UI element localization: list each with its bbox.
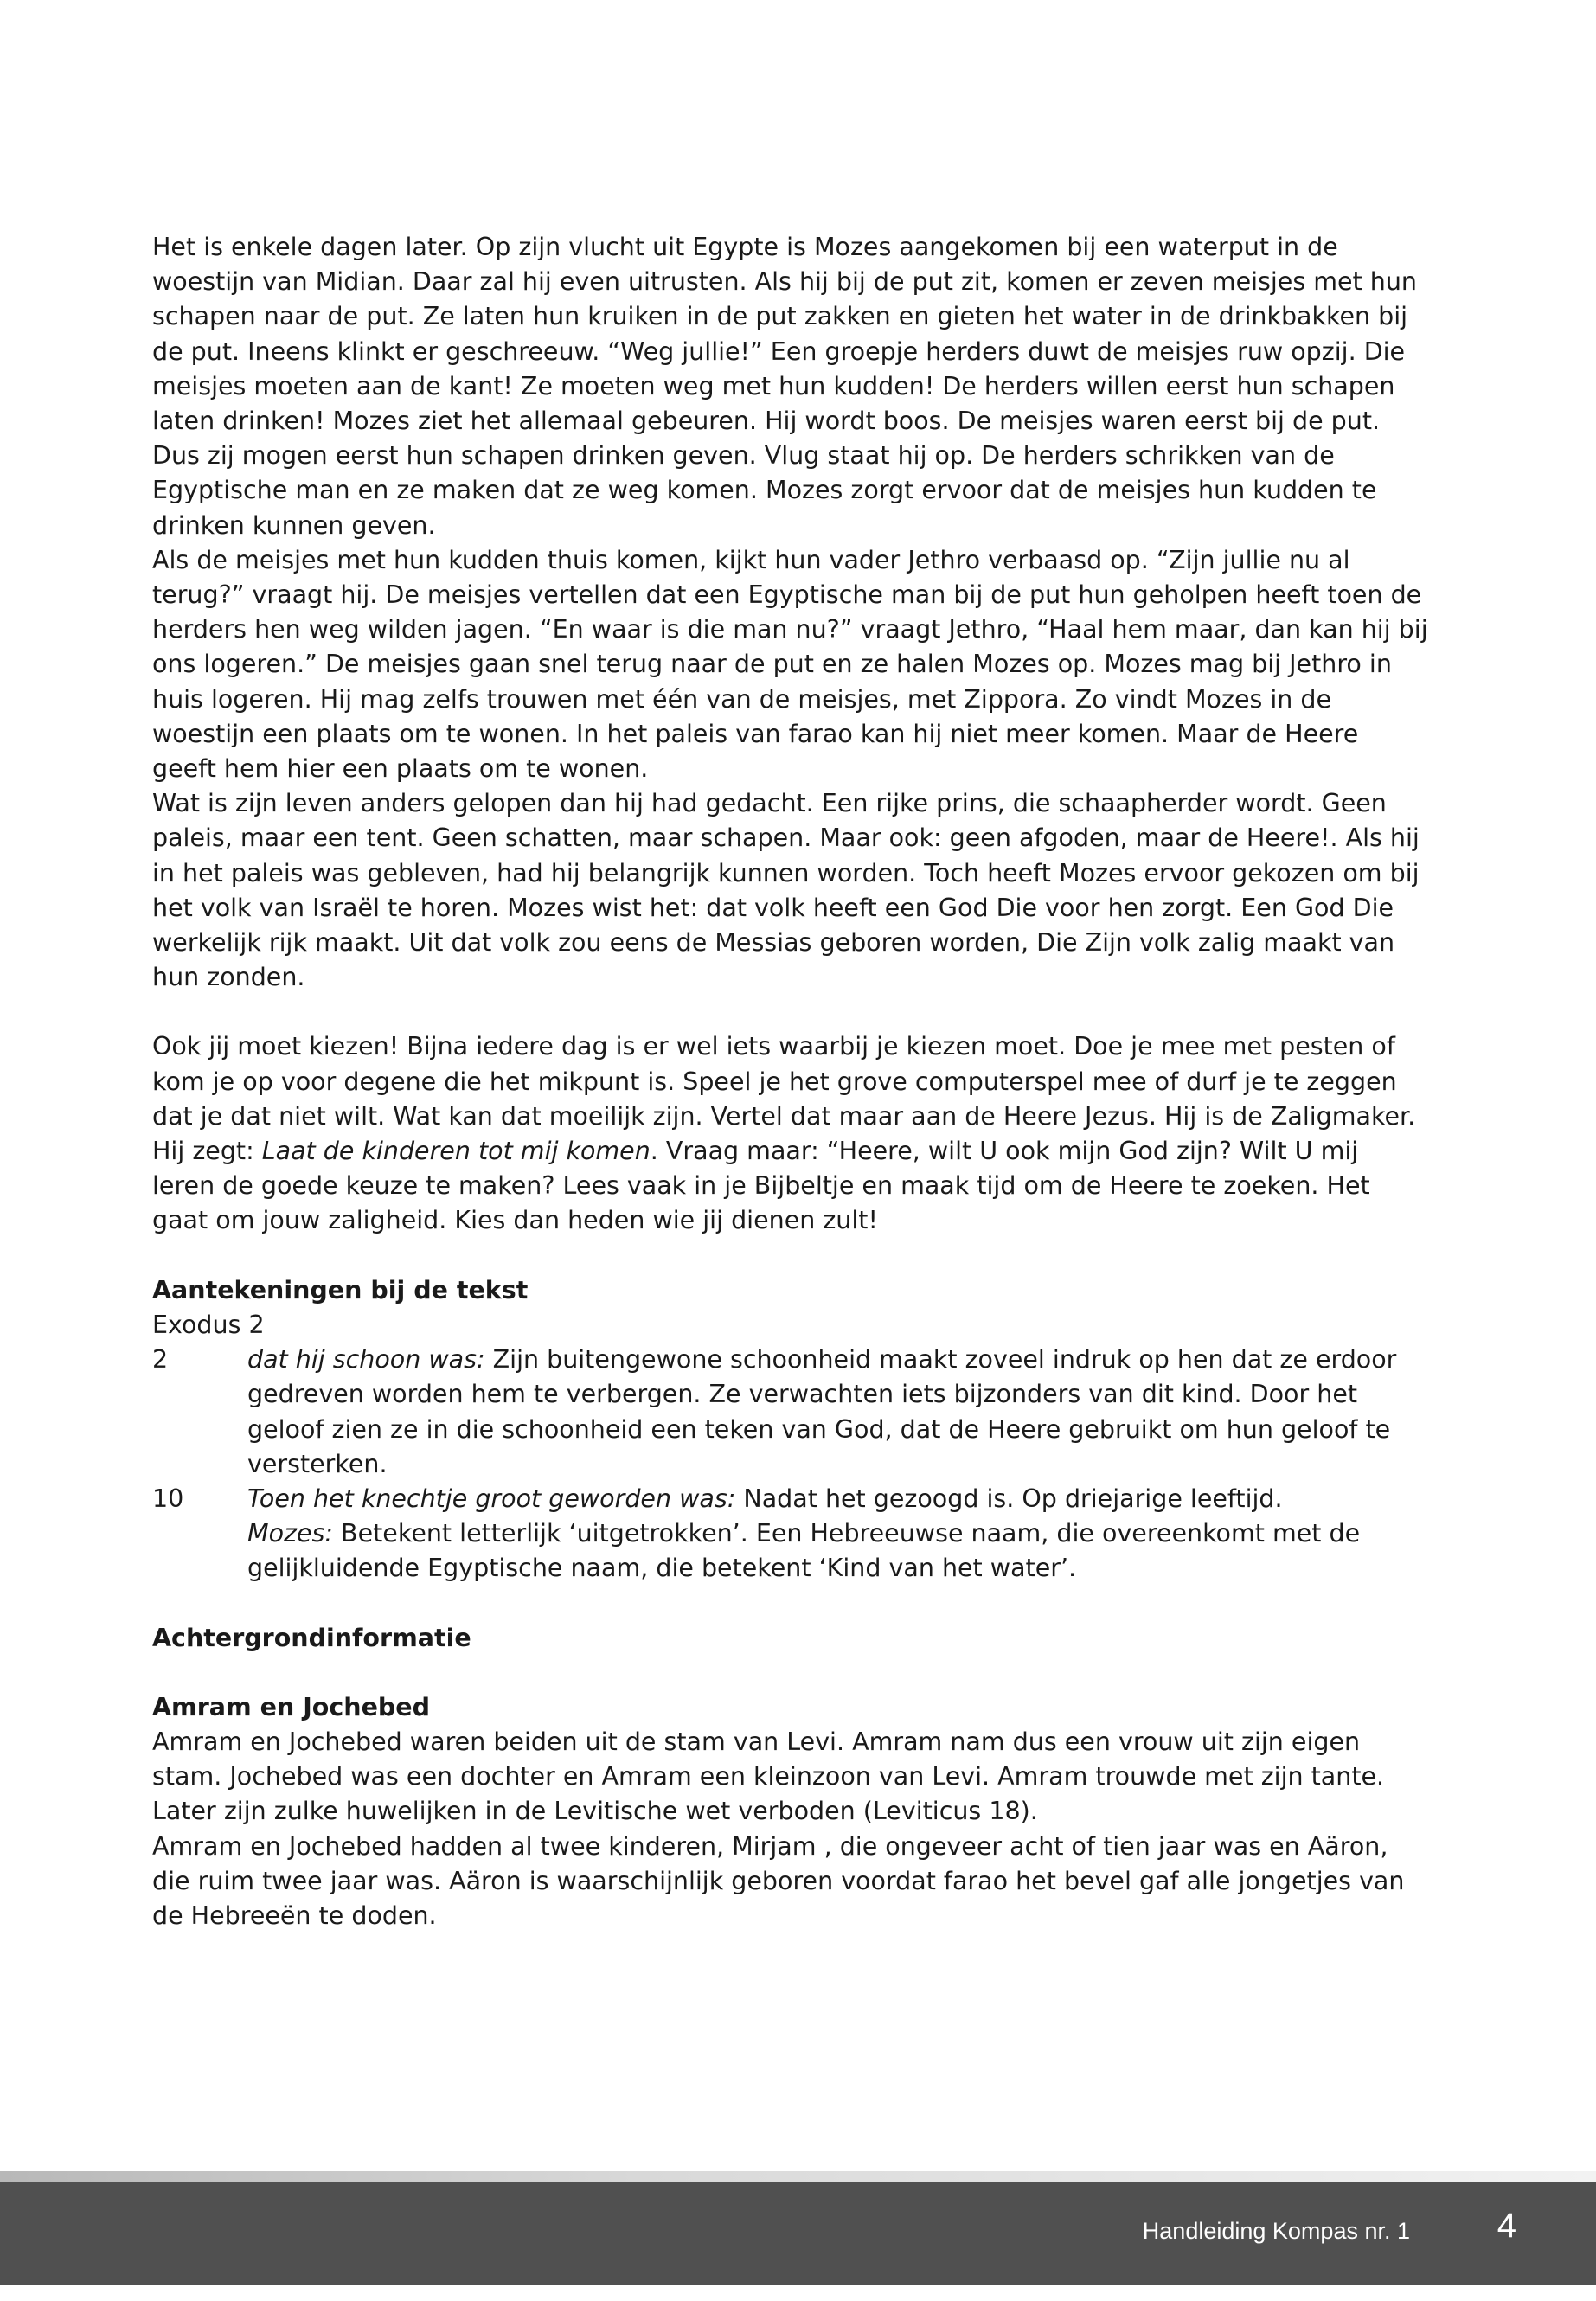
application-text-start: Ook jij moet kiezen! Bijna iedere dag is er wel iets waarbij je kiezen moet. Doe je mee met pesten of kom je op voor degene die het mikpunt is. Speel je het grove computerspel mee of durf je te zeggen dat je dat niet wilt. Wat kan dat moeilijk zijn. Vertel dat maar aan de Heere Jezus. Hij is de Zaligmaker. Hij zegt: — [152, 1032, 1416, 1166]
background-subheading: Amram en Jochebed — [152, 1692, 431, 1721]
background-heading: Achtergrondinformatie — [152, 1623, 471, 1652]
note-text — [247, 1482, 1428, 1516]
story-paragraph-1: Het is enkele dagen later. Op zijn vlucht uit Egypte is Mozes aangekomen bij een waterput in de woestijn van Midian. Daar zal hij even uitrusten. Als hij bij de put zit, komen er zeven meisjes met hun schapen naar de put. Ze laten hun kruiken in de put zakken en gieten het water in de drinkbakken bij de put. Ineens klinkt er geschreeuw. “Weg jullie!” Een groepje herders duwt de meisjes ruw opzij. Die meisjes moeten aan de kant! Ze moeten weg met hun kudden! De herders willen eerst hun schapen laten drinken! Mozes ziet het allemaal gebeuren. Hij wordt boos. De meisjes waren eerst bij de put. Dus zij mogen eerst hun schapen drinken geven. Vlug staat hij op. De herders schrikken van de Egyptische man en ze maken dat ze weg komen. Mozes zorgt ervoor dat de meisjes hun kudden te drinken kunnen geven. — [152, 233, 1417, 540]
background-paragraph-1: Amram en Jochebed waren beiden uit de stam van Levi. Amram nam dus een vrouw uit zijn eigen stam. Jochebed was een dochter en Amram een kleinzoon van Levi. Amram trouwde met zijn tante. Later zijn zulke huwelijken in de Levitische wet verboden (Leviticus 18). — [152, 1727, 1385, 1826]
note-item — [152, 1482, 1428, 1586]
page-footer — [0, 2182, 1596, 2285]
note-text — [247, 1516, 1428, 1586]
note-explanation: Betekent letterlijk ‘uitgetrokken’. Een Hebreeuwse naam, die overeenkomt met de gelijkluidende Egyptische naam, die betekent ‘Kind van het water’. — [247, 1519, 1361, 1583]
notes-heading: Aantekeningen bij de tekst — [152, 1275, 529, 1304]
page-content — [152, 230, 1428, 1933]
spacer — [152, 1239, 1428, 1273]
application-paragraph — [152, 1029, 1428, 1238]
page-number: 4 — [1497, 2207, 1516, 2245]
note-term: dat hij schoon was: — [247, 1345, 485, 1375]
notes-book-reference: Exodus 2 — [152, 1310, 265, 1339]
story-paragraph-3: Wat is zijn leven anders gelopen dan hij had gedacht. Een rijke prins, die schaapherder wordt. Geen paleis, maar een tent. Geen schatten, maar schapen. Maar ook: geen afgoden, maar de Heere!. Als hij in het paleis was gebleven, had hij belangrijk kunnen worden. Toch heeft Mozes ervoor gekozen om bij het volk van Israël te horen. Mozes wist het: dat volk heeft een God Die voor hen zorgt. Een God Die werkelijk rijk maakt. Uit dat volk zou eens de Messias geboren worden, Die Zijn volk zalig maakt van hun zonden. — [152, 789, 1420, 992]
note-verse-number: 2 — [152, 1345, 169, 1375]
spacer — [152, 1586, 1428, 1621]
spacer — [152, 1656, 1428, 1690]
note-verse-number: 10 — [152, 1484, 184, 1513]
note-body — [247, 1482, 1428, 1586]
note-body — [247, 1343, 1428, 1482]
footer-publication-title: Handleiding Kompas nr. 1 — [1142, 2218, 1410, 2244]
note-term: Mozes: — [247, 1519, 333, 1548]
note-text — [247, 1343, 1428, 1482]
spacer — [152, 995, 1428, 1029]
application-text-end: . Vraag maar: “Heere, wilt U ook mijn God zijn? Wilt U mij leren de goede keuze te maken? Lees vaak in je Bijbeltje en maak tijd om de Heere te zoeken. Het gaat om jouw zaligheid. Kies dan heden wie jij dienen zult! — [152, 1137, 1370, 1235]
note-item — [152, 1343, 1428, 1482]
bible-quote: Laat de kinderen tot mij komen — [261, 1137, 651, 1166]
note-term: Toen het knechtje groot geworden was: — [247, 1484, 736, 1513]
note-explanation: Nadat het gezoogd is. Op driejarige leeftijd. — [735, 1484, 1283, 1513]
background-paragraph-2: Amram en Jochebed hadden al twee kinderen, Mirjam , die ongeveer acht of tien jaar was en Aäron, die ruim twee jaar was. Aäron is waarschijnlijk geboren voordat farao het bevel gaf alle jongetjes van de Hebreeën te doden. — [152, 1831, 1405, 1930]
note-explanation: Zijn buitengewone schoonheid maakt zoveel indruk op hen dat ze erdoor gedreven worden hem te verbergen. Ze verwachten iets bijzonders van dit kind. Door het geloof zien ze in die schoonheid een teken van God, dat de Heere gebruikt om hun geloof te versterken. — [247, 1345, 1397, 1478]
story-paragraph-2: Als de meisjes met hun kudden thuis komen, kijkt hun vader Jethro verbaasd op. “Zijn jullie nu al terug?” vraagt hij. De meisjes vertellen dat een Egyptische man bij de put hun geholpen heeft toen de herders hen weg wilden jagen. “En waar is die man nu?” vraagt Jethro, “Haal hem maar, dan kan hij bij ons logeren.” De meisjes gaan snel terug naar de put en ze halen Mozes op. Mozes mag bij Jethro in huis logeren. Hij mag zelfs trouwen met één van de meisjes, met Zippora. Zo vindt Mozes in de woestijn een plaats om te wonen. In het paleis van farao kan hij niet meer komen. Maar de Heere geeft hem hier een plaats om te wonen. — [152, 545, 1428, 784]
